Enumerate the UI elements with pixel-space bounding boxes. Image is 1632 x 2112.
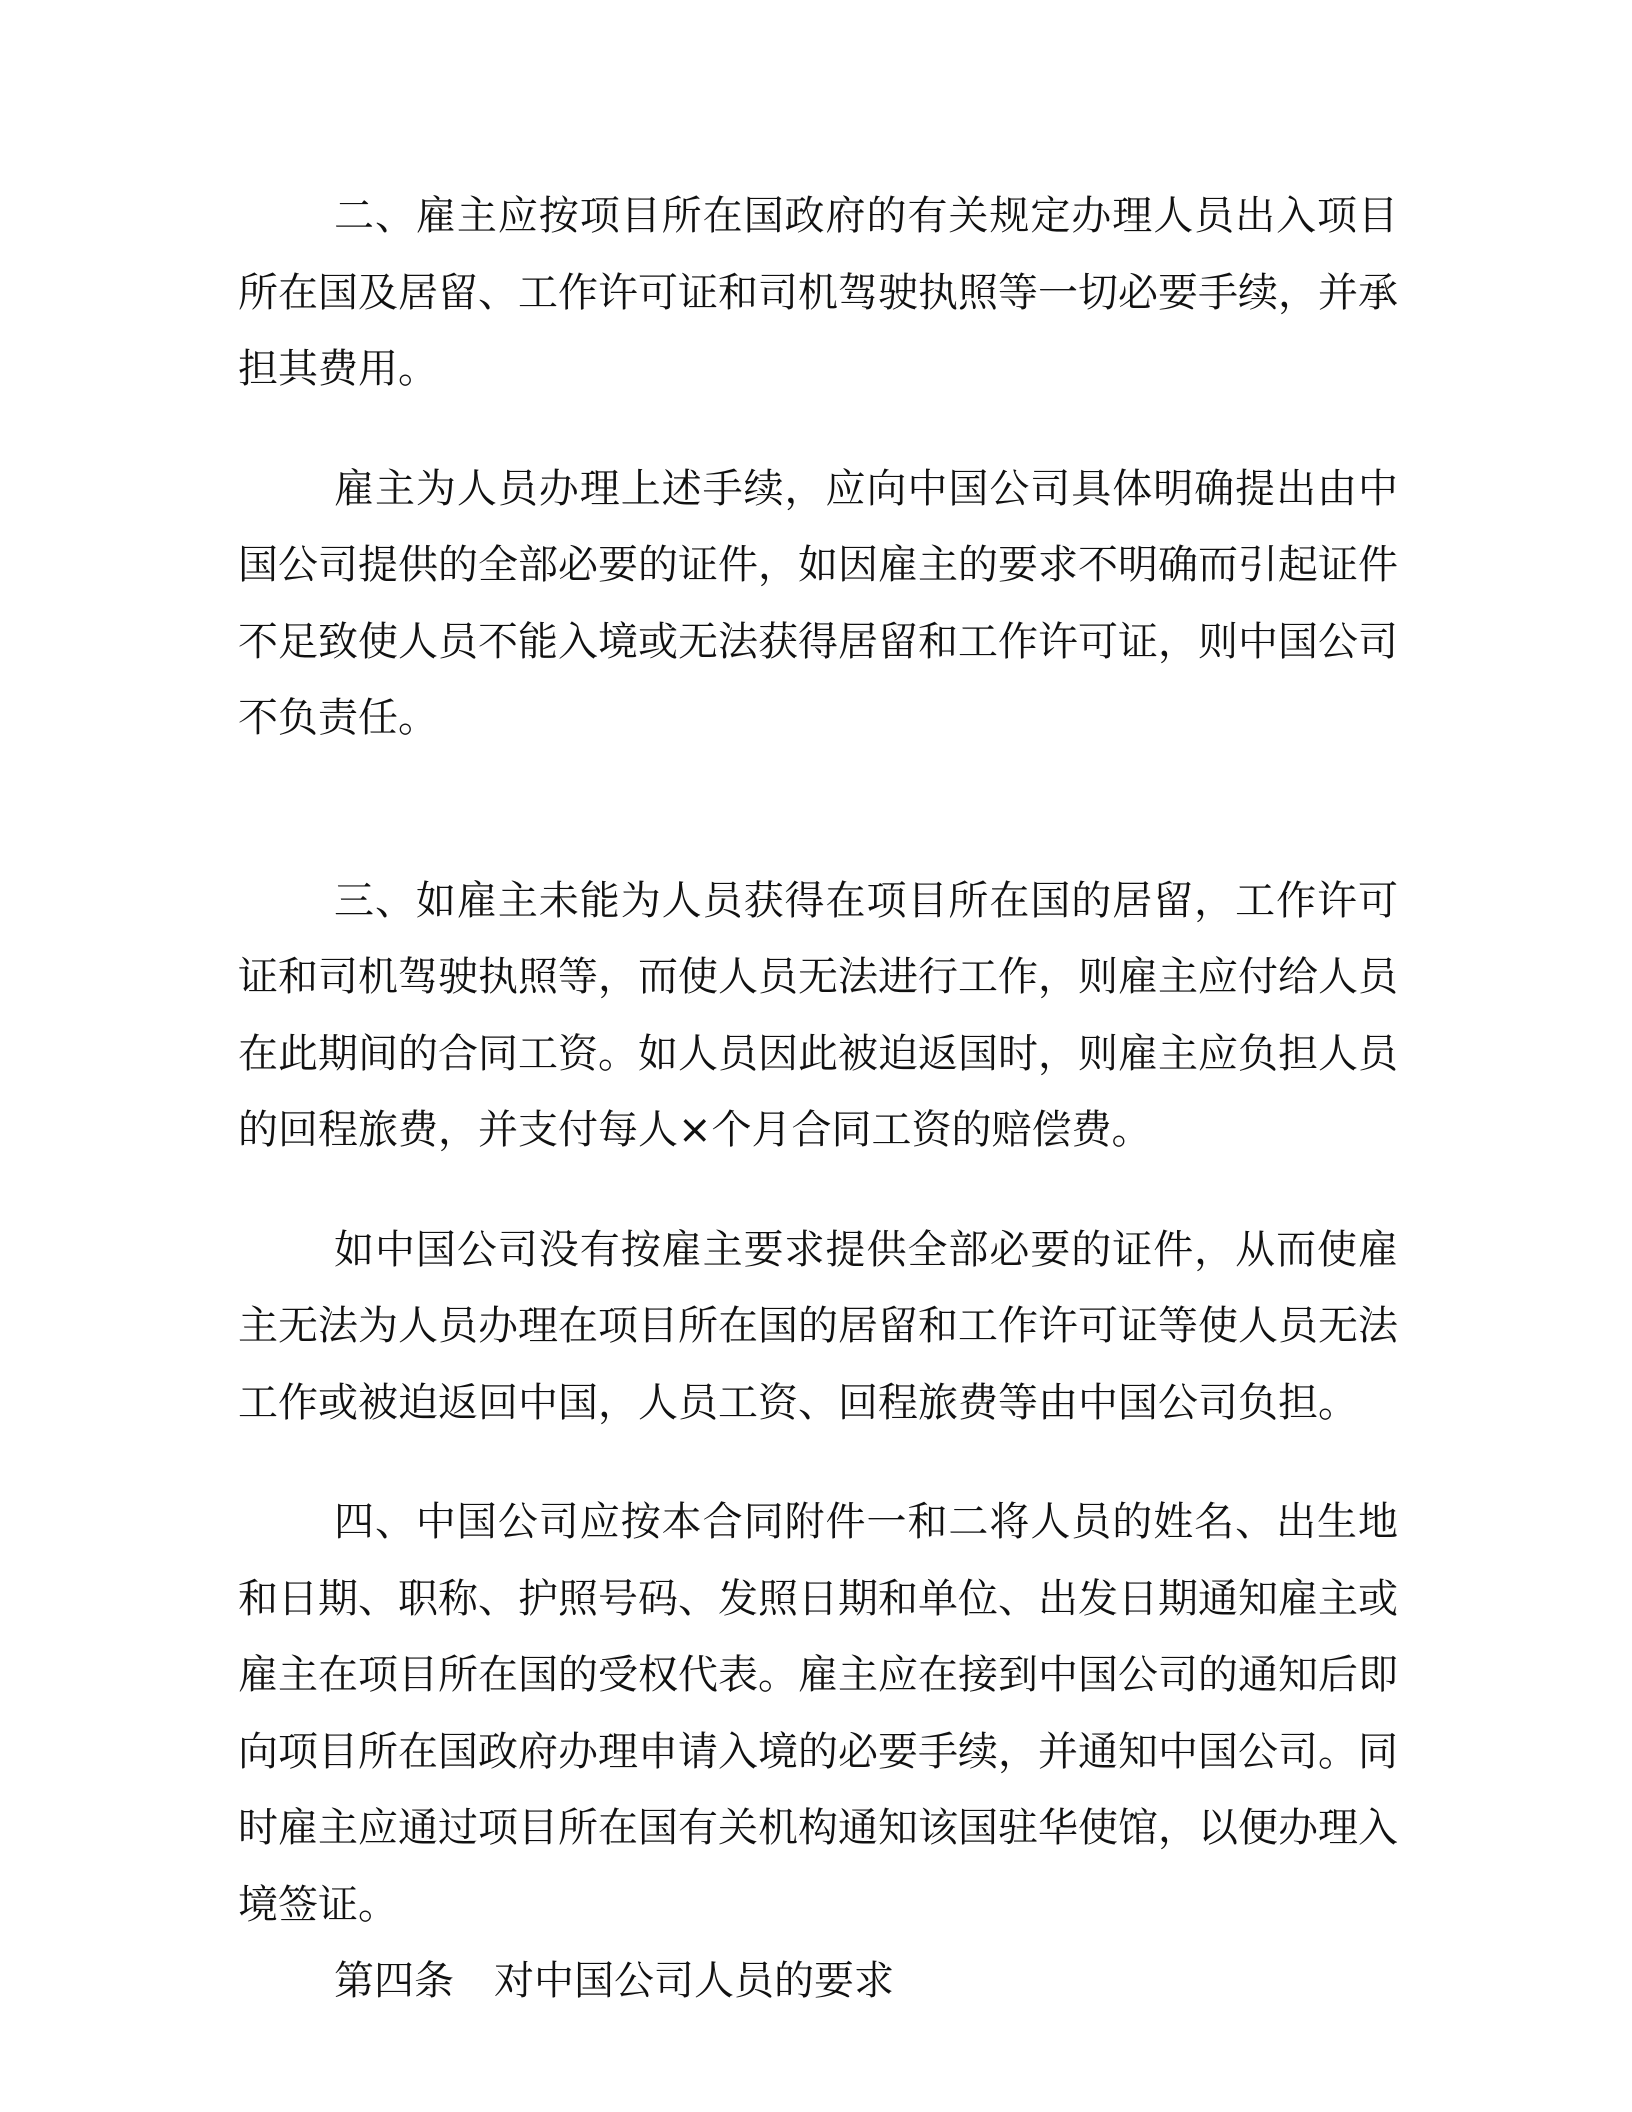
article-heading: 第四条 对中国公司人员的要求	[334, 1958, 894, 2004]
text-line: 二、雇主应按项目所在国政府的有关规定办理人员出入项目所在	[238, 193, 1398, 316]
text-line: 司机驾驶执照等，而使人员无法进行工作，则雇主应付给人员在此期	[238, 954, 1398, 1077]
text-line: 使人员不能入境或无法获得居留和工作许可证，则中国公司不负责任。	[238, 618, 1398, 741]
text-line: 国及居留、工作许可证和司机驾驶执照等一切必要手续，并承担其费	[238, 269, 1398, 392]
text-line: 间的合同工资。如人员因此被迫返国时，则雇主应负担人员的回程旅	[238, 1030, 1398, 1153]
text-line: 三、如雇主未能为人员获得在项目所在国的居留，工作许可证和	[238, 877, 1398, 1000]
paragraph-company-failure	[238, 1212, 1398, 1442]
text-line: 被迫返回中国，人员工资、回程旅费等由中国公司负担。	[358, 1379, 1358, 1426]
document-body	[238, 178, 1398, 2020]
paragraph-visa-procedures	[238, 178, 1398, 408]
paragraph-personnel-notification	[238, 1484, 1398, 1943]
paragraph-document-requirements	[238, 451, 1398, 757]
text-line: 在国政府办理申请入境的必要手续，并通知中国公司。同时雇主应通	[238, 1728, 1398, 1851]
text-line: 项目所在国的受权代表。雇主应在接到中国公司的通知后即向项目所	[238, 1652, 1398, 1775]
text-line: 过项目所在国有关机构通知该国驻华使馆，以便办理入境签证。	[238, 1805, 1398, 1928]
paragraph-employer-failure	[238, 863, 1398, 1169]
text-line: 期、职称、护照号码、发照日期和单位、出发日期通知雇主或雇主在	[238, 1575, 1398, 1698]
text-line: 司提供的全部必要的证件，如因雇主的要求不明确而引起证件不足致	[238, 542, 1398, 665]
text-line: 法为人员办理在项目所在国的居留和工作许可证等使人员无法工作或	[238, 1303, 1398, 1426]
text-line: 如中国公司没有按雇主要求提供全部必要的证件，从而使雇主无	[238, 1226, 1398, 1349]
text-line: 四、中国公司应按本合同附件一和二将人员的姓名、出生地和日	[238, 1499, 1398, 1622]
text-line: 雇主为人员办理上述手续，应向中国公司具体明确提出由中国公	[238, 465, 1398, 588]
text-line: 费，并支付每人×个月合同工资的赔偿费。	[398, 1107, 1152, 1153]
text-line: 用。	[358, 346, 438, 392]
